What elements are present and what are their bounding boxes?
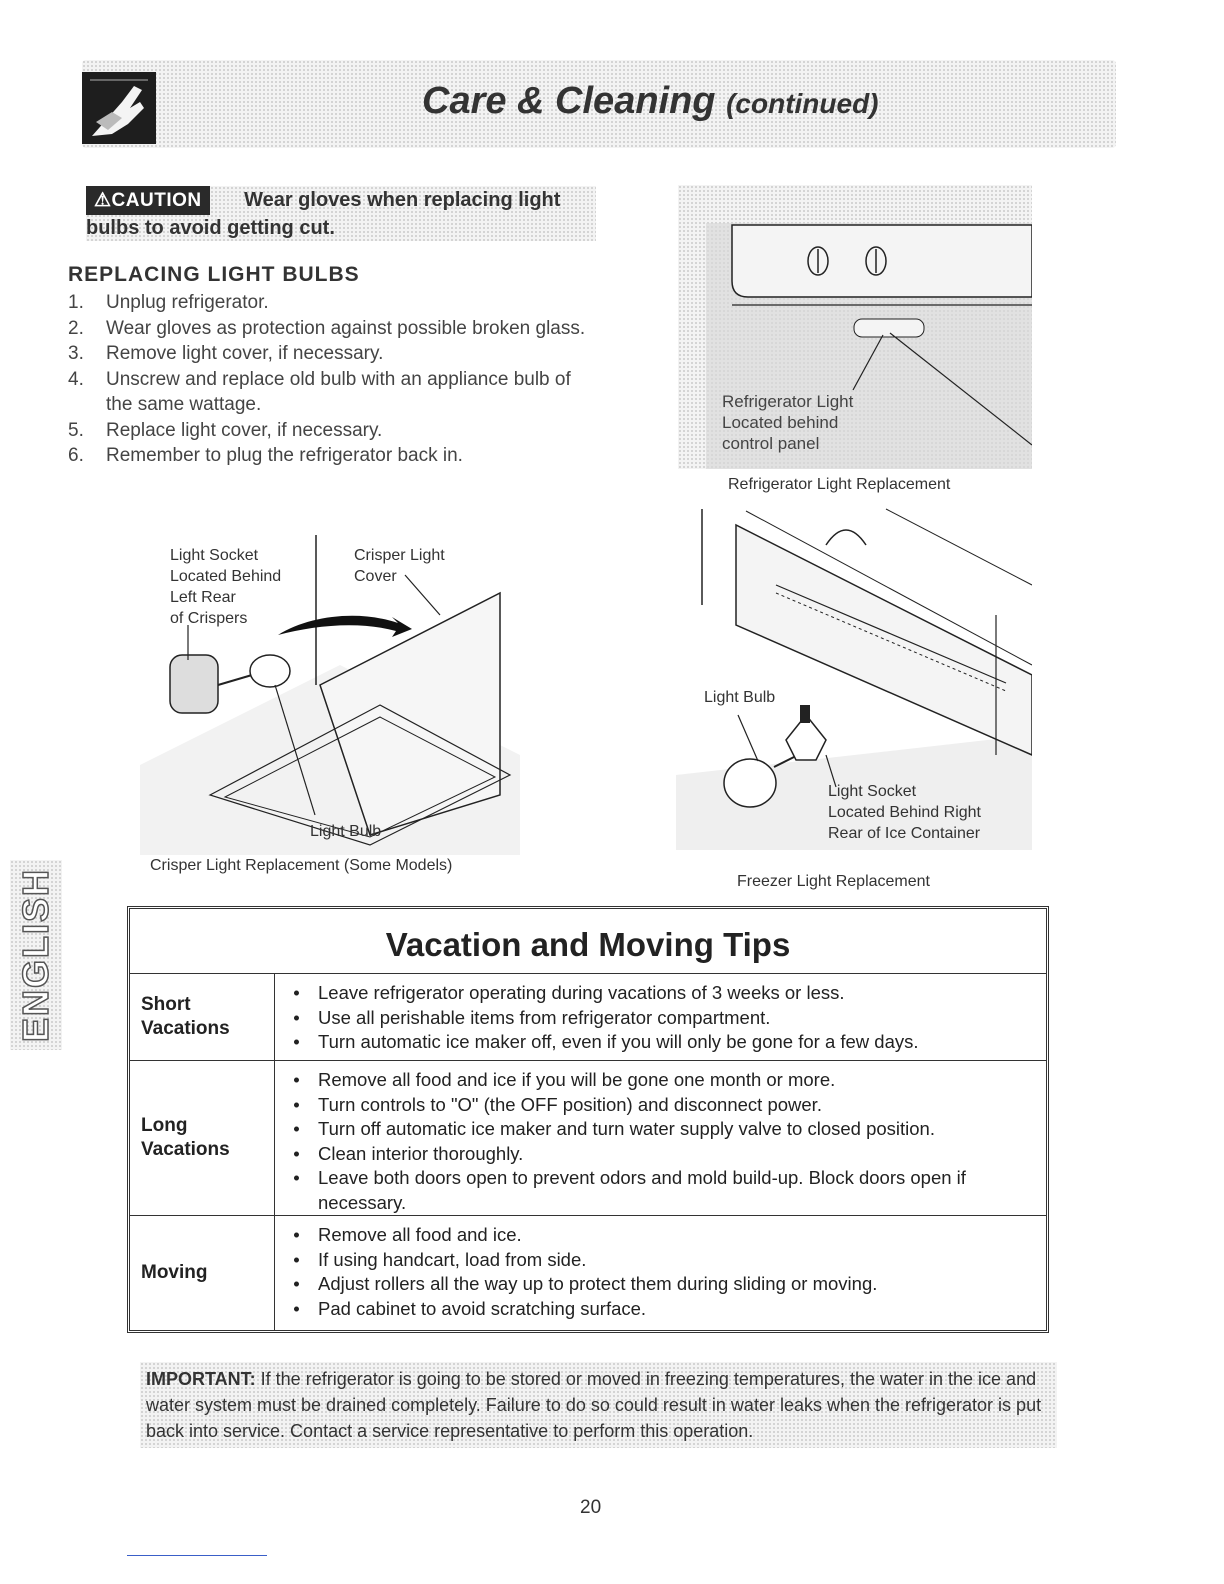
label-refrigerator-light: Refrigerator Light Located behind control panel bbox=[722, 392, 854, 453]
language-tab-label: ENGLISH bbox=[15, 867, 56, 1043]
language-tab bbox=[10, 860, 62, 1050]
important-note bbox=[140, 1362, 1057, 1448]
list-item: 1. Unplug refrigerator. bbox=[68, 292, 269, 313]
page-number: 20 bbox=[580, 1497, 602, 1518]
warning-triangle-icon: ⚠ bbox=[94, 190, 112, 211]
footer-rule bbox=[127, 1555, 267, 1556]
list-item: • Turn off automatic ice maker and turn water supply valve to closed position. bbox=[293, 1118, 935, 1139]
list-item: • If using handcart, load from side. bbox=[293, 1248, 587, 1270]
caution-text: Wear gloves when replacing light bulbs to avoid getting cut. bbox=[86, 189, 561, 239]
list-item: • Remove all food and ice if you will be gone one month or more. bbox=[293, 1069, 836, 1090]
list-item: 2. Wear gloves as protection against possible broken glass. bbox=[68, 317, 586, 339]
steps-list bbox=[68, 290, 588, 469]
figure-caption: Refrigerator Light Replacement bbox=[728, 476, 951, 493]
row-category: Long Vacations bbox=[130, 1061, 275, 1215]
label-light-socket: Light Socket Located Behind Left Rear of Crispers bbox=[170, 547, 282, 627]
important-text: If the refrigerator is going to be stored or moved in freezing temperatures, the water in the ice and water system must be drained completely. Failure to do so could result in water leaks when the refrigerator is put back into service. Contact a service representative to perform this operation. bbox=[146, 1369, 1042, 1441]
list-item: 4. Unscrew and replace old bulb with an appliance bulb of the same wattage. bbox=[68, 368, 571, 415]
table-row bbox=[130, 1061, 1046, 1216]
list-item: 3. Remove light cover, if necessary. bbox=[68, 343, 384, 364]
table-row bbox=[130, 974, 1046, 1061]
list-item: • Clean interior thoroughly. bbox=[293, 1142, 524, 1164]
list-item: • Use all perishable items from refrigerator compartment. bbox=[293, 1006, 771, 1028]
section-heading: REPLACING LIGHT BULBS bbox=[68, 263, 360, 286]
crisper-illustration bbox=[140, 525, 520, 855]
list-item: 6. Remember to plug the refrigerator back in. bbox=[68, 445, 463, 466]
tips-table bbox=[127, 906, 1049, 1333]
label-light-socket: Light Socket Located Behind Right Rear of Ice Container bbox=[828, 783, 981, 842]
list-item: • Leave both doors open to prevent odors and mold build-up. Block doors open if necessary. bbox=[293, 1167, 966, 1213]
list-item: • Leave refrigerator operating during vacations of 3 weeks or less. bbox=[293, 982, 845, 1003]
fridge-illustration bbox=[678, 185, 1032, 469]
glove-hand-icon bbox=[82, 72, 156, 144]
label-light-bulb: Light Bulb bbox=[310, 823, 382, 840]
figure-caption: Crisper Light Replacement (Some Models) bbox=[150, 857, 453, 874]
row-items bbox=[275, 974, 919, 1060]
row-items bbox=[275, 1061, 1046, 1215]
title-suffix: (continued) bbox=[726, 88, 879, 119]
caution-block bbox=[86, 186, 596, 241]
label-crisper-cover: Crisper Light Cover bbox=[354, 547, 445, 585]
table-row bbox=[130, 1216, 1046, 1330]
row-items bbox=[275, 1216, 877, 1330]
header-banner bbox=[82, 60, 1116, 148]
list-item: • Turn controls to "O" (the OFF position) and disconnect power. bbox=[293, 1093, 822, 1115]
caution-badge: ⚠CAUTION bbox=[86, 186, 210, 215]
list-item: • Pad cabinet to avoid scratching surface. bbox=[293, 1297, 647, 1319]
list-item: • Turn automatic ice maker off, even if you will only be gone for a few days. bbox=[293, 1031, 919, 1052]
list-item: 5. Replace light cover, if necessary. bbox=[68, 419, 383, 441]
freezer-illustration bbox=[676, 505, 1032, 850]
label-light-bulb: Light Bulb bbox=[704, 689, 776, 706]
list-item: • Adjust rollers all the way up to protect them during sliding or moving. bbox=[293, 1273, 878, 1294]
row-category: Moving bbox=[130, 1216, 275, 1330]
tips-title: Vacation and Moving Tips bbox=[130, 909, 1046, 974]
row-category: Short Vacations bbox=[130, 974, 275, 1060]
figure-caption: Freezer Light Replacement bbox=[737, 873, 930, 890]
important-label: IMPORTANT: bbox=[146, 1369, 256, 1389]
page-title: Care & Cleaning (continued) bbox=[422, 80, 879, 122]
list-item: • Remove all food and ice. bbox=[293, 1224, 522, 1245]
